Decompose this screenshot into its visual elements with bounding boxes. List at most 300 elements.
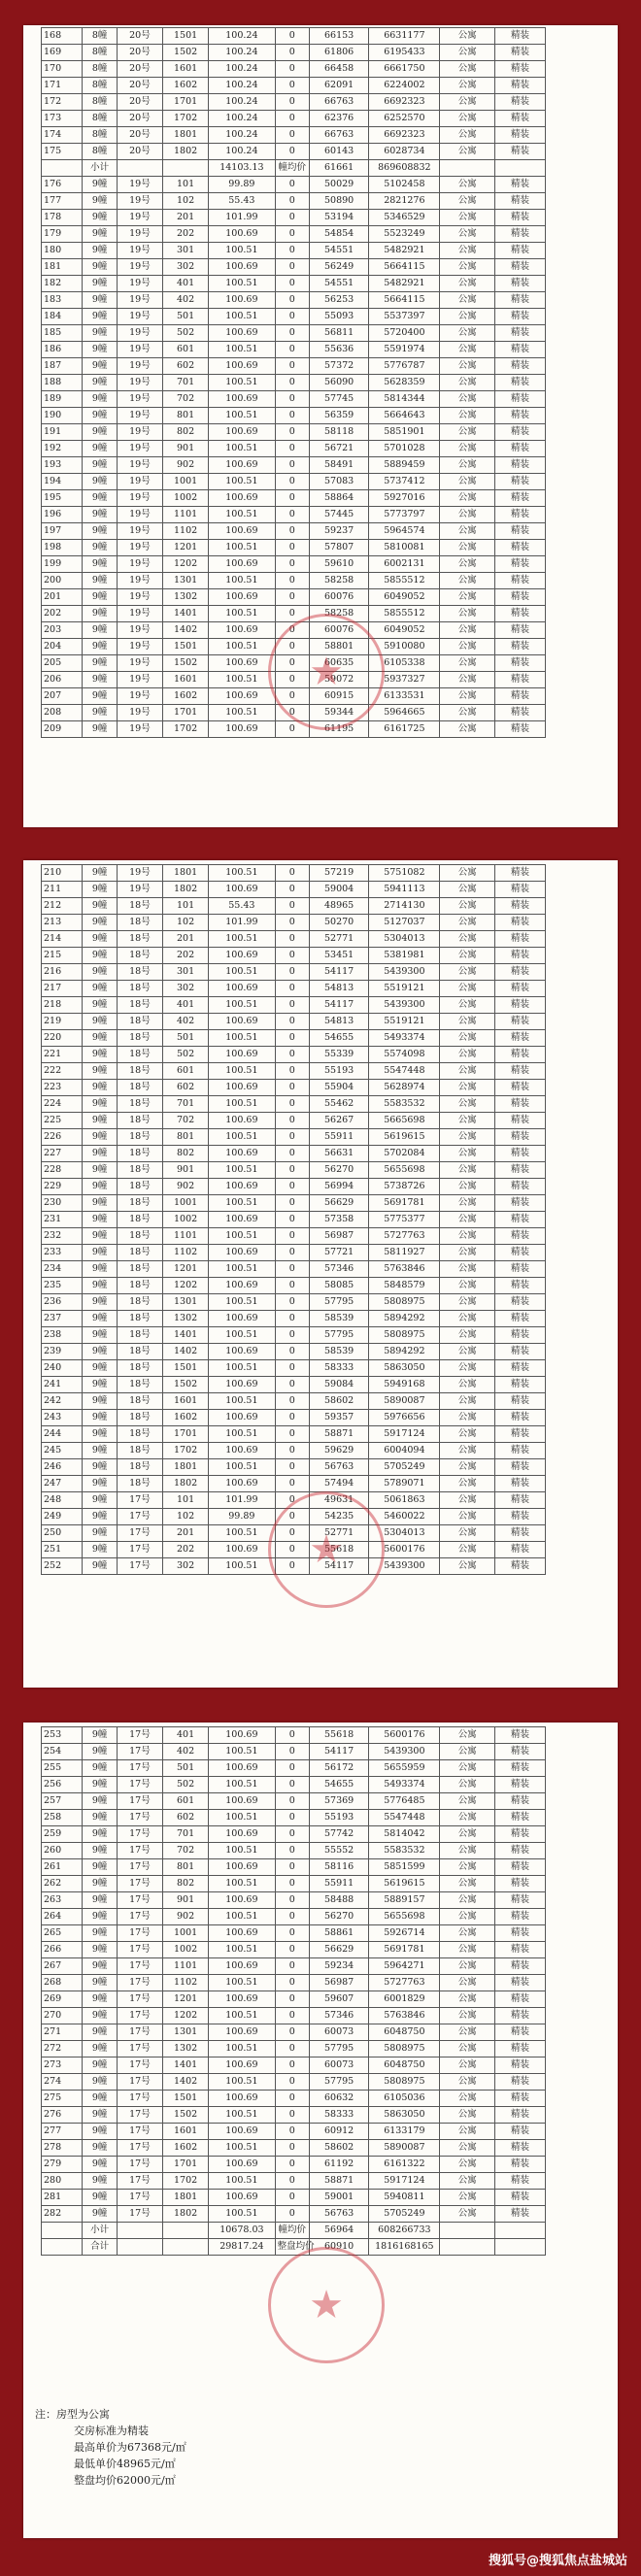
table-cell: 56270	[309, 1162, 368, 1179]
table-cell: 1101	[163, 1228, 209, 1245]
table-row	[42, 28, 546, 45]
table-cell: 252	[42, 1558, 83, 1575]
table-cell: 255	[42, 1760, 83, 1777]
table-cell: 280	[42, 2173, 83, 2190]
table-cell: 5439300	[369, 997, 440, 1014]
table-cell: 1201	[163, 1991, 209, 2008]
table-cell: 50890	[309, 193, 368, 210]
table-cell: 公寓	[440, 1063, 495, 1080]
table-cell: 公寓	[440, 1843, 495, 1859]
table-cell: 6692323	[369, 94, 440, 111]
table-cell: 精装	[495, 2024, 546, 2041]
table-cell: 211	[42, 882, 83, 898]
table-cell: 5537397	[369, 309, 440, 325]
table-cell: 9幢	[83, 1744, 117, 1760]
table-cell: 99.89	[209, 177, 275, 193]
table-cell: 9幢	[83, 292, 117, 309]
official-seal	[268, 1491, 385, 1608]
table-cell	[163, 2223, 209, 2239]
table-cell: 9幢	[83, 1925, 117, 1942]
table-cell: 9幢	[83, 424, 117, 441]
table-cell: 1816168165	[369, 2239, 440, 2256]
table-cell: 201	[163, 931, 209, 948]
table-cell: 0	[275, 1146, 309, 1162]
table-row	[42, 1393, 546, 1410]
table-cell: 精装	[495, 1113, 546, 1129]
table-cell: 0	[275, 1991, 309, 2008]
table-cell: 59084	[309, 1377, 368, 1393]
table-cell: 281	[42, 2190, 83, 2206]
table-cell: 9幢	[83, 276, 117, 292]
table-row	[42, 490, 546, 507]
table-cell: 5493374	[369, 1777, 440, 1793]
table-cell: 1602	[163, 1410, 209, 1426]
table-cell: 56964	[309, 2223, 368, 2239]
table-cell: 257	[42, 1793, 83, 1810]
table-cell: 55911	[309, 1876, 368, 1892]
table-cell: 184	[42, 309, 83, 325]
table-cell: 57795	[309, 2074, 368, 2091]
table-cell: 100.51	[209, 1975, 275, 1991]
table-cell: 401	[163, 1727, 209, 1744]
table-cell: 100.51	[209, 672, 275, 688]
table-cell: 公寓	[440, 655, 495, 672]
table-cell: 1202	[163, 2008, 209, 2024]
table-cell: 9幢	[83, 573, 117, 589]
table-cell: 100.51	[209, 865, 275, 882]
table-row	[42, 127, 546, 144]
table-cell: 18号	[117, 1096, 162, 1113]
table-cell: 精装	[495, 457, 546, 474]
table-cell: 239	[42, 1344, 83, 1360]
table-cell: 0	[275, 391, 309, 408]
table-cell: 6195433	[369, 45, 440, 61]
table-cell: 19号	[117, 556, 162, 573]
table-cell: 精装	[495, 931, 546, 948]
table-cell	[117, 2239, 162, 2256]
table-cell: 101.99	[209, 210, 275, 226]
table-row	[42, 2239, 546, 2256]
table-cell: 228	[42, 1162, 83, 1179]
table-cell: 101	[163, 1492, 209, 1509]
table-cell: 0	[275, 964, 309, 981]
document-page-3	[23, 1723, 618, 2538]
table-cell: 17号	[117, 1975, 162, 1991]
table-cell: 29817.24	[209, 2239, 275, 2256]
table-cell: 精装	[495, 1443, 546, 1459]
table-cell: 公寓	[440, 2206, 495, 2223]
table-cell: 58258	[309, 573, 368, 589]
table-cell: 9幢	[83, 325, 117, 342]
table-cell: 6048750	[369, 2057, 440, 2074]
table-cell: 52771	[309, 931, 368, 948]
table-cell: 5894292	[369, 1311, 440, 1327]
table-cell: 62091	[309, 78, 368, 94]
table-cell: 0	[275, 127, 309, 144]
table-cell: 225	[42, 1113, 83, 1129]
table-cell: 100.51	[209, 964, 275, 981]
table-cell: 202	[163, 1542, 209, 1558]
table-cell: 901	[163, 1162, 209, 1179]
table-cell: 5851901	[369, 424, 440, 441]
table-cell: 60076	[309, 622, 368, 639]
table-cell: 精装	[495, 1542, 546, 1558]
table-cell: 公寓	[440, 1129, 495, 1146]
table-cell: 精装	[495, 111, 546, 127]
table-cell: 20号	[117, 78, 162, 94]
table-cell: 267	[42, 1958, 83, 1975]
table-cell: 100.51	[209, 2008, 275, 2024]
table-cell: 100.51	[209, 2140, 275, 2157]
table-cell: 100.51	[209, 1426, 275, 1443]
table-cell: 100.51	[209, 2173, 275, 2190]
table-cell: 56987	[309, 1228, 368, 1245]
table-cell: 100.69	[209, 1958, 275, 1975]
table-cell: 0	[275, 408, 309, 424]
table-cell: 56811	[309, 325, 368, 342]
table-cell: 1002	[163, 1942, 209, 1958]
table-cell: 57795	[309, 1327, 368, 1344]
table-row	[42, 2124, 546, 2140]
table-cell: 216	[42, 964, 83, 981]
table-row	[42, 1030, 546, 1047]
table-cell: 9幢	[83, 1542, 117, 1558]
table-cell: 9幢	[83, 1014, 117, 1030]
table-cell: 公寓	[440, 1558, 495, 1575]
table-cell: 0	[275, 1245, 309, 1261]
table-cell: 9幢	[83, 1727, 117, 1744]
table-cell: 精装	[495, 1063, 546, 1080]
table-cell: 精装	[495, 556, 546, 573]
table-cell: 5964271	[369, 1958, 440, 1975]
table-cell: 9幢	[83, 1360, 117, 1377]
table-cell: 1502	[163, 45, 209, 61]
table-cell: 18号	[117, 1245, 162, 1261]
table-row	[42, 882, 546, 898]
table-cell: 0	[275, 997, 309, 1014]
table-cell: 公寓	[440, 2190, 495, 2206]
table-cell: 公寓	[440, 1744, 495, 1760]
table-cell: 227	[42, 1146, 83, 1162]
table-cell: 精装	[495, 2057, 546, 2074]
table-cell: 17号	[117, 2074, 162, 2091]
table-cell: 公寓	[440, 589, 495, 606]
table-row	[42, 243, 546, 259]
table-cell: 18号	[117, 1228, 162, 1245]
table-cell: 0	[275, 2024, 309, 2041]
table-cell: 56359	[309, 408, 368, 424]
table-cell: 100.24	[209, 28, 275, 45]
table-cell: 5665698	[369, 1113, 440, 1129]
table-cell: 公寓	[440, 540, 495, 556]
table-cell: 182	[42, 276, 83, 292]
table-cell: 公寓	[440, 127, 495, 144]
table-cell: 公寓	[440, 1492, 495, 1509]
table-cell: 201	[163, 1525, 209, 1542]
table-cell: 9幢	[83, 1030, 117, 1047]
table-row	[42, 1410, 546, 1426]
table-cell: 公寓	[440, 1476, 495, 1492]
table-cell: 0	[275, 1278, 309, 1294]
table-cell: 100.51	[209, 1909, 275, 1925]
table-cell: 1701	[163, 1426, 209, 1443]
table-cell: 194	[42, 474, 83, 490]
table-cell: 5519121	[369, 981, 440, 997]
table-cell: 17号	[117, 1942, 162, 1958]
table-cell: 50029	[309, 177, 368, 193]
table-cell	[495, 2239, 546, 2256]
table-cell: 190	[42, 408, 83, 424]
table-cell: 公寓	[440, 688, 495, 705]
table-row	[42, 2057, 546, 2074]
table-row	[42, 144, 546, 160]
table-row	[42, 1311, 546, 1327]
table-cell: 18号	[117, 997, 162, 1014]
table-cell: 精装	[495, 721, 546, 738]
table-cell: 56763	[309, 1459, 368, 1476]
table-cell: 100.69	[209, 1146, 275, 1162]
table-cell: 1401	[163, 1327, 209, 1344]
table-cell: 6001829	[369, 1991, 440, 2008]
table-cell: 9幢	[83, 375, 117, 391]
table-cell: 9幢	[83, 2091, 117, 2107]
table-cell: 56987	[309, 1975, 368, 1991]
table-cell: 0	[275, 226, 309, 243]
table-cell: 5863050	[369, 2107, 440, 2124]
table-cell: 172	[42, 94, 83, 111]
table-row	[42, 2091, 546, 2107]
table-cell: 170	[42, 61, 83, 78]
table-cell: 公寓	[440, 865, 495, 882]
table-row	[42, 931, 546, 948]
table-cell: 20号	[117, 28, 162, 45]
table-cell: 100.69	[209, 1925, 275, 1942]
table-cell: 56763	[309, 2206, 368, 2223]
table-cell: 精装	[495, 28, 546, 45]
table-cell: 19号	[117, 424, 162, 441]
table-cell: 0	[275, 1443, 309, 1459]
table-cell: 9幢	[83, 1892, 117, 1909]
table-cell: 19号	[117, 342, 162, 358]
table-cell: 公寓	[440, 1377, 495, 1393]
table-cell: 精装	[495, 997, 546, 1014]
table-cell: 精装	[495, 474, 546, 490]
table-cell: 5628359	[369, 375, 440, 391]
table-cell: 100.69	[209, 1245, 275, 1261]
table-cell: 精装	[495, 523, 546, 540]
table-row	[42, 309, 546, 325]
table-cell: 9幢	[83, 1195, 117, 1212]
table-cell: 57358	[309, 1212, 368, 1228]
table-cell: 公寓	[440, 193, 495, 210]
table-cell: 5727763	[369, 1975, 440, 1991]
table-cell: 5738726	[369, 1179, 440, 1195]
table-cell: 61806	[309, 45, 368, 61]
table-cell: 57721	[309, 1245, 368, 1261]
table-cell: 501	[163, 1760, 209, 1777]
table-cell: 241	[42, 1377, 83, 1393]
table-cell: 54854	[309, 226, 368, 243]
table-cell: 18号	[117, 1014, 162, 1030]
table-cell: 0	[275, 915, 309, 931]
table-cell: 100.24	[209, 127, 275, 144]
table-cell: 100.69	[209, 1859, 275, 1876]
table-row	[42, 1958, 546, 1975]
table-cell: 1501	[163, 28, 209, 45]
table-cell: 213	[42, 915, 83, 931]
table-row	[42, 1014, 546, 1030]
table-row	[42, 94, 546, 111]
table-cell: 公寓	[440, 523, 495, 540]
table-cell: 5664115	[369, 292, 440, 309]
table-cell: 9幢	[83, 2140, 117, 2157]
table-cell: 公寓	[440, 1975, 495, 1991]
table-cell: 18号	[117, 1278, 162, 1294]
table-cell: 802	[163, 424, 209, 441]
table-cell: 245	[42, 1443, 83, 1459]
table-cell: 5889459	[369, 457, 440, 474]
table-cell: 精装	[495, 1426, 546, 1443]
table-cell: 0	[275, 78, 309, 94]
table-cell: 181	[42, 259, 83, 276]
table-cell: 702	[163, 1113, 209, 1129]
table-cell: 58871	[309, 1426, 368, 1443]
table-cell: 100.69	[209, 1377, 275, 1393]
table-row	[42, 540, 546, 556]
table-cell: 101.99	[209, 915, 275, 931]
table-cell: 17号	[117, 2091, 162, 2107]
table-cell: 精装	[495, 1459, 546, 1476]
table-cell: 公寓	[440, 1426, 495, 1443]
table-cell: 17号	[117, 2024, 162, 2041]
table-cell: 232	[42, 1228, 83, 1245]
table-cell: 公寓	[440, 2173, 495, 2190]
table-cell: 0	[275, 1162, 309, 1179]
table-cell: 精装	[495, 573, 546, 589]
table-cell: 100.69	[209, 2024, 275, 2041]
table-cell: 5519121	[369, 1014, 440, 1030]
table-cell: 精装	[495, 1777, 546, 1793]
table-cell: 精装	[495, 2107, 546, 2124]
table-cell: 18号	[117, 1080, 162, 1096]
table-row	[42, 573, 546, 589]
table-cell: 17号	[117, 1542, 162, 1558]
table-cell: 236	[42, 1294, 83, 1311]
table-cell: 18号	[117, 1030, 162, 1047]
table-cell: 701	[163, 1826, 209, 1843]
table-cell: 100.69	[209, 655, 275, 672]
table-cell: 19号	[117, 474, 162, 490]
table-cell: 6661750	[369, 61, 440, 78]
table-cell: 100.69	[209, 1826, 275, 1843]
table-cell: 20号	[117, 61, 162, 78]
table-cell: 19号	[117, 309, 162, 325]
table-cell: 100.24	[209, 78, 275, 94]
table-cell: 18号	[117, 1459, 162, 1476]
table-cell: 18号	[117, 1393, 162, 1410]
table-row	[42, 1261, 546, 1278]
table-cell: 9幢	[83, 2074, 117, 2091]
table-cell: 1102	[163, 1245, 209, 1261]
table-cell: 精装	[495, 2157, 546, 2173]
table-cell: 公寓	[440, 1047, 495, 1063]
table-cell: 100.51	[209, 441, 275, 457]
table-cell: 19号	[117, 655, 162, 672]
table-cell: 19号	[117, 325, 162, 342]
table-cell: 260	[42, 1843, 83, 1859]
table-cell: 9幢	[83, 1212, 117, 1228]
table-cell: 100.69	[209, 1278, 275, 1294]
table-cell: 精装	[495, 1727, 546, 1744]
table-cell: 100.69	[209, 457, 275, 474]
table-cell: 0	[275, 1014, 309, 1030]
table-cell: 1702	[163, 1443, 209, 1459]
table-cell: 54813	[309, 981, 368, 997]
table-cell: 9幢	[83, 1843, 117, 1859]
table-cell: 100.69	[209, 1892, 275, 1909]
table-cell: 20号	[117, 111, 162, 127]
table-cell: 精装	[495, 1228, 546, 1245]
table-cell: 61661	[309, 160, 368, 177]
table-cell: 18号	[117, 915, 162, 931]
table-cell: 58258	[309, 606, 368, 622]
table-cell: 5439300	[369, 964, 440, 981]
table-cell: 60143	[309, 144, 368, 160]
table-cell: 801	[163, 1859, 209, 1876]
table-cell: 56721	[309, 441, 368, 457]
table-row	[42, 1991, 546, 2008]
table-cell: 58491	[309, 457, 368, 474]
table-cell: 100.69	[209, 523, 275, 540]
table-cell: 精装	[495, 672, 546, 688]
table-cell: 0	[275, 1525, 309, 1542]
table-cell: 5591974	[369, 342, 440, 358]
table-cell: 公寓	[440, 931, 495, 948]
table-cell: 219	[42, 1014, 83, 1030]
table-cell: 9幢	[83, 1509, 117, 1525]
table-cell: 0	[275, 1393, 309, 1410]
table-cell: 精装	[495, 61, 546, 78]
table-cell: 57445	[309, 507, 368, 523]
table-cell: 100.69	[209, 1212, 275, 1228]
table-cell: 9幢	[83, 672, 117, 688]
table-cell: 9幢	[83, 589, 117, 606]
table-cell: 精装	[495, 2074, 546, 2091]
table-row	[42, 457, 546, 474]
table-cell: 小计	[83, 160, 117, 177]
table-cell: 5523249	[369, 226, 440, 243]
table-cell: 59237	[309, 523, 368, 540]
table-cell: 19号	[117, 865, 162, 882]
table-cell: 精装	[495, 78, 546, 94]
table-cell: 0	[275, 177, 309, 193]
table-cell: 精装	[495, 1876, 546, 1892]
table-cell: 100.51	[209, 474, 275, 490]
table-cell: 公寓	[440, 948, 495, 964]
table-cell: 60912	[309, 2124, 368, 2140]
table-cell: 58539	[309, 1311, 368, 1327]
table-cell: 55193	[309, 1810, 368, 1826]
table-row	[42, 1212, 546, 1228]
table-cell: 59357	[309, 1410, 368, 1426]
table-cell: 100.51	[209, 2074, 275, 2091]
table-cell: 212	[42, 898, 83, 915]
table-cell: 公寓	[440, 556, 495, 573]
table-cell: 0	[275, 882, 309, 898]
table-cell	[42, 2239, 83, 2256]
table-cell: 公寓	[440, 177, 495, 193]
table-cell: 0	[275, 523, 309, 540]
